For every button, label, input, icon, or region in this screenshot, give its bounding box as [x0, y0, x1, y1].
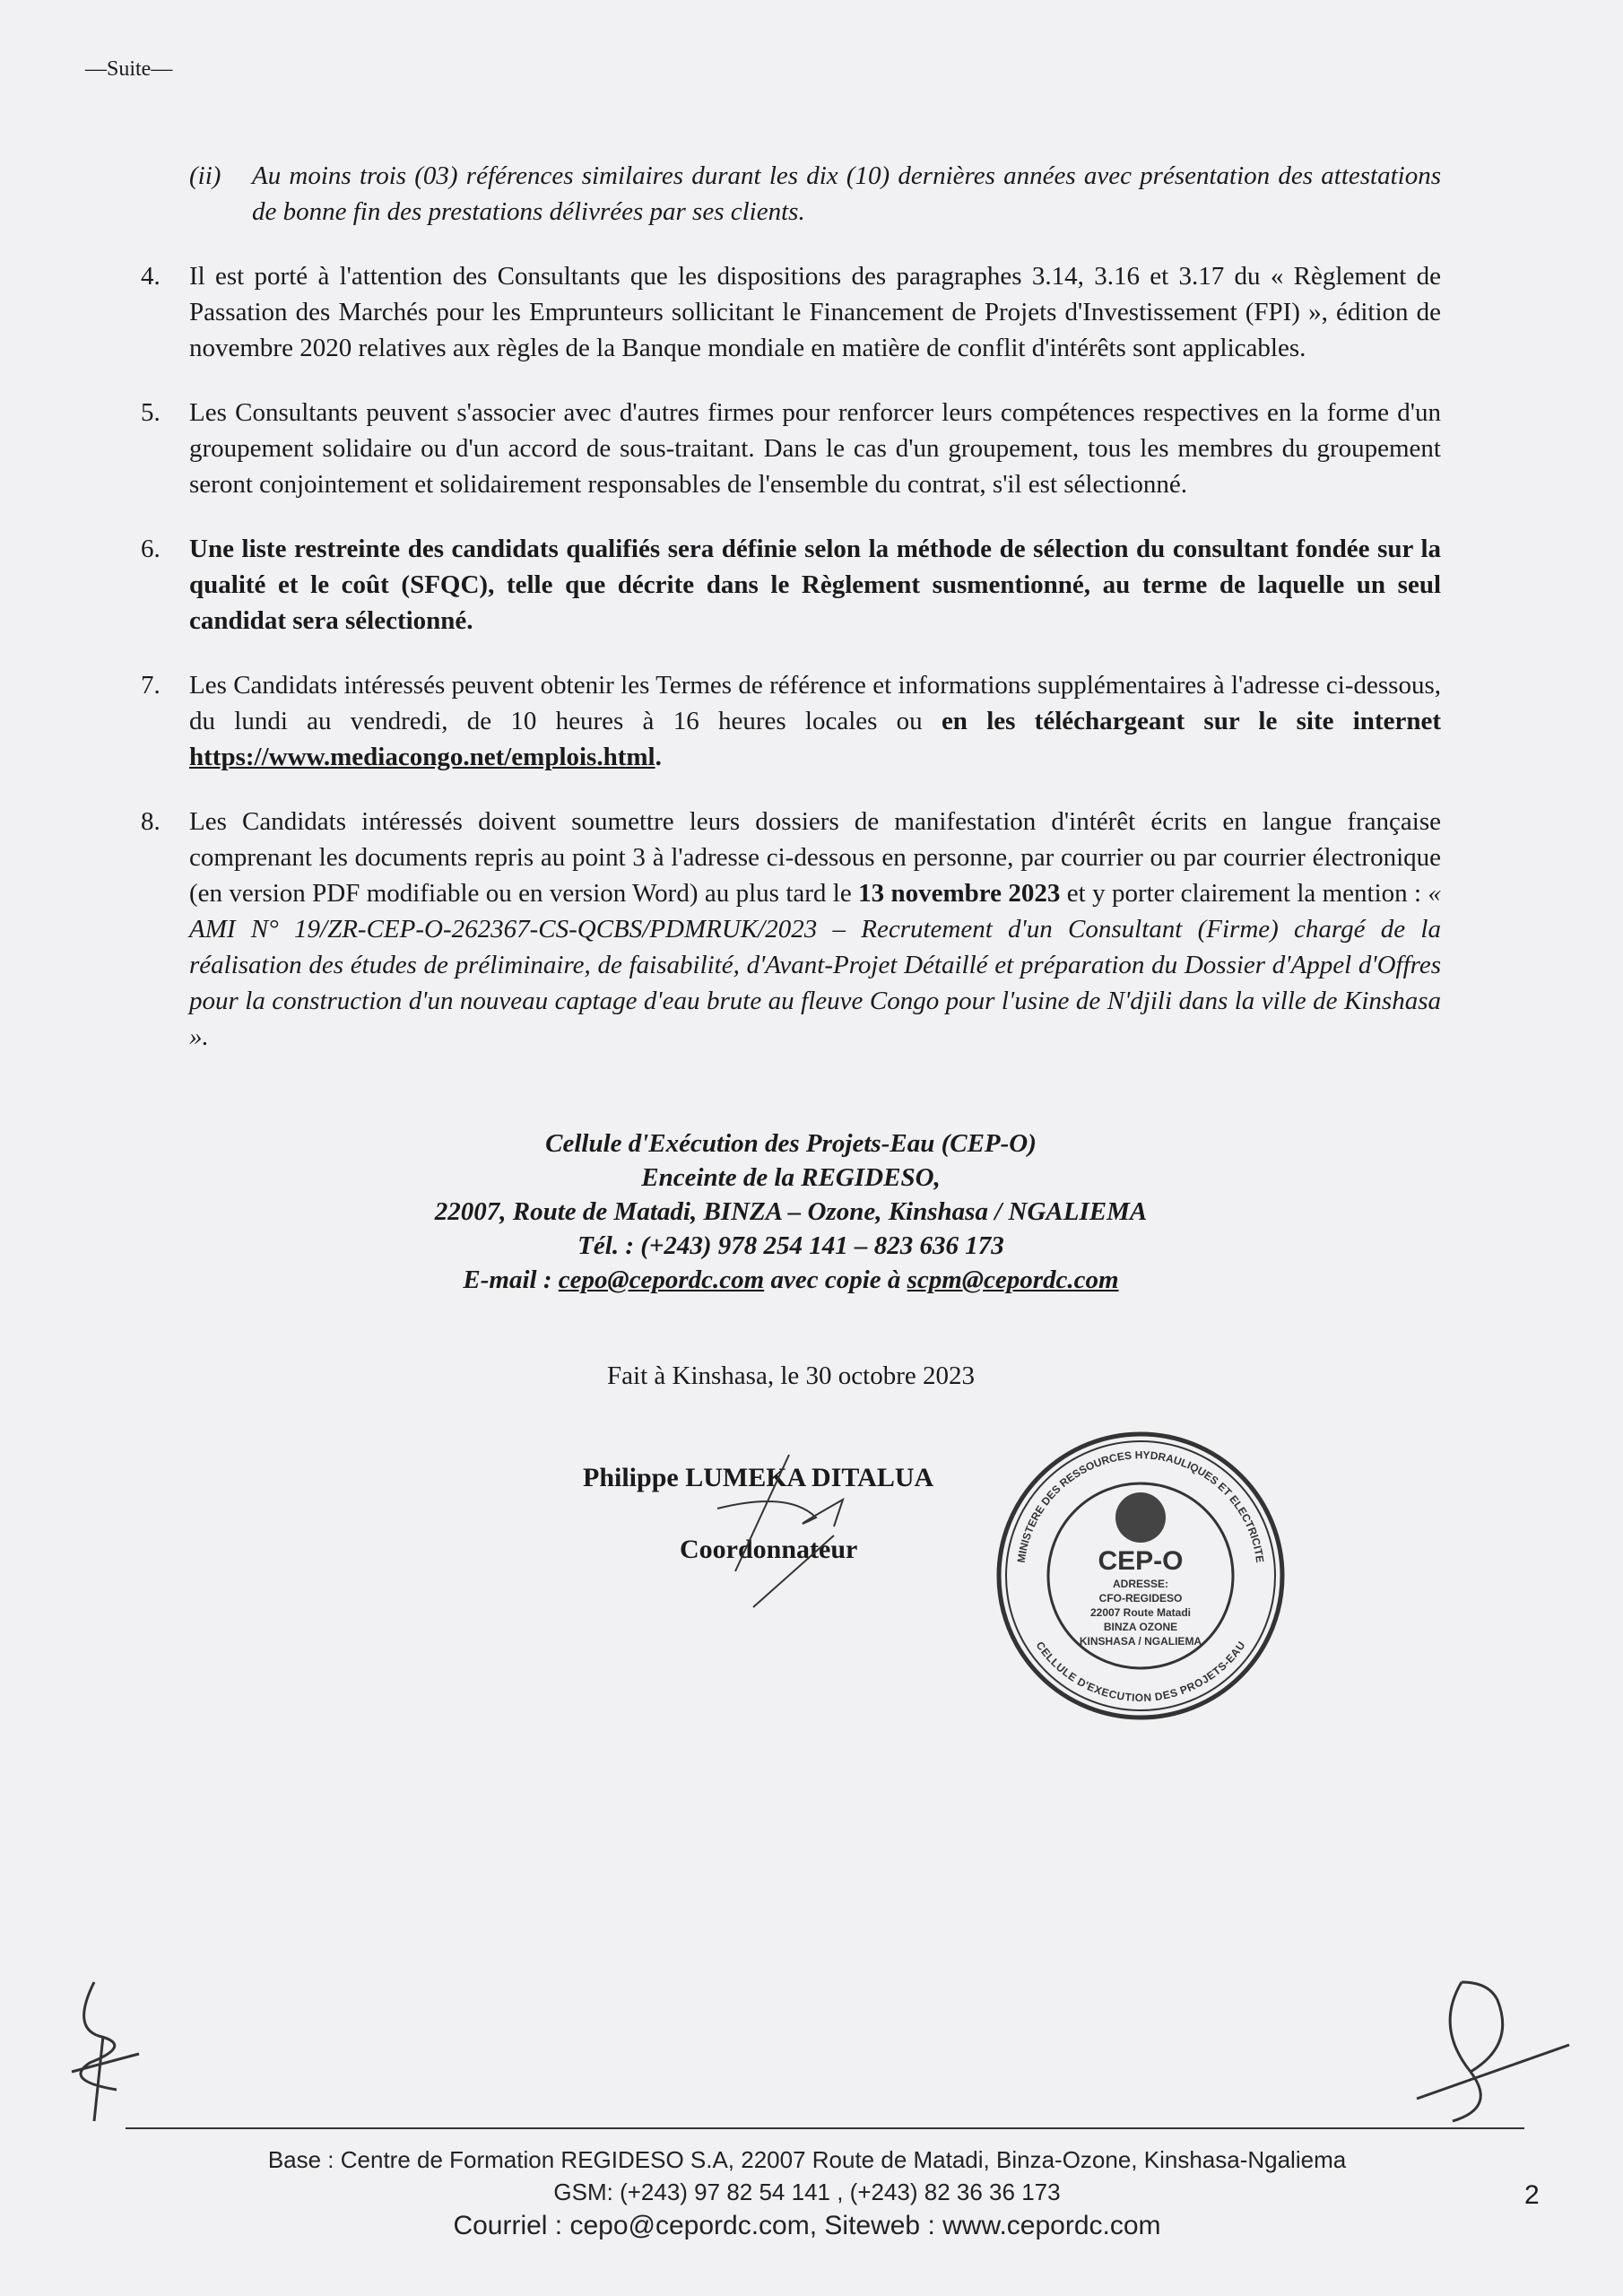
item-number: 8.	[141, 807, 161, 836]
stamp-line: 22007 Route Matadi	[1089, 1606, 1192, 1619]
address-block	[262, 1126, 1320, 1297]
email-label: E-mail :	[463, 1265, 559, 1294]
item-number: 6.	[141, 535, 161, 563]
item-ii	[189, 158, 1441, 230]
stamp-center-text: CEP-O	[1098, 1546, 1184, 1576]
address-line: Enceinte de la REGIDESO,	[641, 1163, 941, 1192]
signature-icon	[681, 1437, 950, 1616]
page-number: 2	[1524, 2180, 1540, 2210]
email-link-copy[interactable]: scpm@cepordc.com	[907, 1265, 1119, 1294]
item-text: Il est porté à l'attention des Consultants que les dispositions des paragraphes 3.14, 3.16 et 3.17 du « Règlement de Passation des Marchés pour les Emprunteurs sollicitant le Financement de Projets d'Investissement (FPI) », édition de novembre 2020 relatives aux règles de la Banque mondiale en matière de conflit d'intérêts sont applicables.	[189, 262, 1441, 362]
item-number: 7.	[141, 671, 161, 700]
stamp-line: CFO-REGIDESO	[1098, 1592, 1183, 1605]
item-text: Au moins trois (03) références similaires durant les dix (10) dernières années avec présentation des attestations de bonne fin des prestations délivrées par ses clients.	[252, 161, 1441, 226]
address-line: 22007, Route de Matadi, BINZA – Ozone, Kinshasa / NGALIEMA	[434, 1197, 1148, 1226]
item-number: (ii)	[189, 161, 221, 190]
item-text: Une liste restreinte des candidats qualifiés sera définie selon la méthode de sélection du consultant fondée sur la qualité et le coût (SFQC), telle que décrite dans le Règlement susmentionné, au terme de laquelle un seul candidat sera sélectionné.	[189, 535, 1441, 635]
item-7	[141, 667, 1441, 775]
item-8	[141, 804, 1441, 1055]
item-text: et y porter clairement la mention :	[1060, 879, 1428, 908]
footer-contact: Courriel : cepo@cepordc.com, Siteweb : www.cepordc.com	[453, 2211, 1161, 2240]
signatory-title: Coordonnateur	[680, 1535, 858, 1564]
signatory-name: Philippe LUMEKA DITALUA	[583, 1463, 934, 1492]
address-line: Cellule d'Exécution des Projets-Eau (CEP-O)	[545, 1129, 1037, 1158]
footer-divider	[126, 2127, 1524, 2129]
place-date: Fait à Kinshasa, le 30 octobre 2023	[607, 1361, 975, 1390]
official-stamp-icon	[993, 1428, 1289, 1724]
item-6	[141, 531, 1441, 639]
item-5	[141, 395, 1441, 502]
website-link[interactable]: https://www.mediacongo.net/emplois.html	[189, 743, 655, 771]
footer-address: Base : Centre de Formation REGIDESO S.A, 22007 Route de Matadi, Binza-Ozone, Kinshasa-Ngaliema	[267, 2146, 1347, 2173]
letter-body	[141, 158, 1441, 1733]
email-mid: avec copie à	[764, 1265, 907, 1294]
stamp-top-text: MINISTERE DES RESSOURCES HYDRAULIQUES ET ELECTRICITE	[1014, 1448, 1267, 1564]
stamp-bottom-text: CELLULE D'EXECUTION DES PROJETS-EAU	[1033, 1639, 1248, 1705]
stamp-line: ADRESSE:	[1112, 1578, 1169, 1590]
initials-right-icon	[1399, 1973, 1578, 2126]
email-link[interactable]: cepo@cepordc.com	[558, 1265, 765, 1294]
item-number: 4.	[141, 262, 161, 291]
stamp-line: KINSHASA / NGALIEMA	[1079, 1635, 1202, 1648]
item-text: Les Candidats intéressés peuvent obtenir les Termes de référence et informations supplémentaires à l'adresse ci-dessous, du lundi au vendredi, de 10 heures à 16 heures locales ou	[189, 671, 1441, 735]
signature-zone	[141, 1428, 1441, 1733]
item-text-bold: en les téléchargeant sur le site internet	[941, 707, 1441, 735]
continuation-label: —Suite—	[85, 57, 173, 81]
stamp-line: BINZA OZONE	[1103, 1621, 1178, 1633]
mention-text: « AMI N° 19/ZR-CEP-O-262367-CS-QCBS/PDMRUK/2023 – Recrutement d'un Consultant (Firme) chargé de la réalisation des études de préliminaire, de faisabilité, d'Avant-Projet Détaillé et préparation du Dossier d'Appel d'Offres pour la construction d'un nouveau captage d'eau brute au fleuve Congo pour l'usine de N'djili dans la ville de Kinshasa ».	[189, 879, 1441, 1051]
item-4	[141, 258, 1441, 366]
deadline-date: 13 novembre 2023	[858, 879, 1061, 908]
footer-phone: GSM: (+243) 97 82 54 141 , (+243) 82 36 36 173	[553, 2179, 1061, 2205]
item-number: 5.	[141, 398, 161, 427]
email-line	[262, 1263, 1320, 1297]
item-text: Les Candidats intéressés doivent soumettre leurs dossiers de manifestation d'intérêt écrits en langue française comprenant les documents repris au point 3 à l'adresse ci-dessous en personne, par courrier ou par courrier électronique (en version PDF modifiable ou en version Word) au plus tard le	[189, 807, 1441, 908]
phone-line: Tél. : (+243) 978 254 141 – 823 636 173	[577, 1231, 1004, 1260]
item-text-end: .	[655, 743, 662, 771]
item-text: Les Consultants peuvent s'associer avec d'autres firmes pour renforcer leurs compétences respectives en la forme d'un groupement solidaire ou d'un accord de sous-traitant. Dans le cas d'un groupement, tous les membres du groupement seront conjointement et solidairement responsables de l'ensemble du contrat, s'il est sélectionné.	[189, 398, 1441, 499]
initials-left-icon	[54, 1973, 152, 2126]
